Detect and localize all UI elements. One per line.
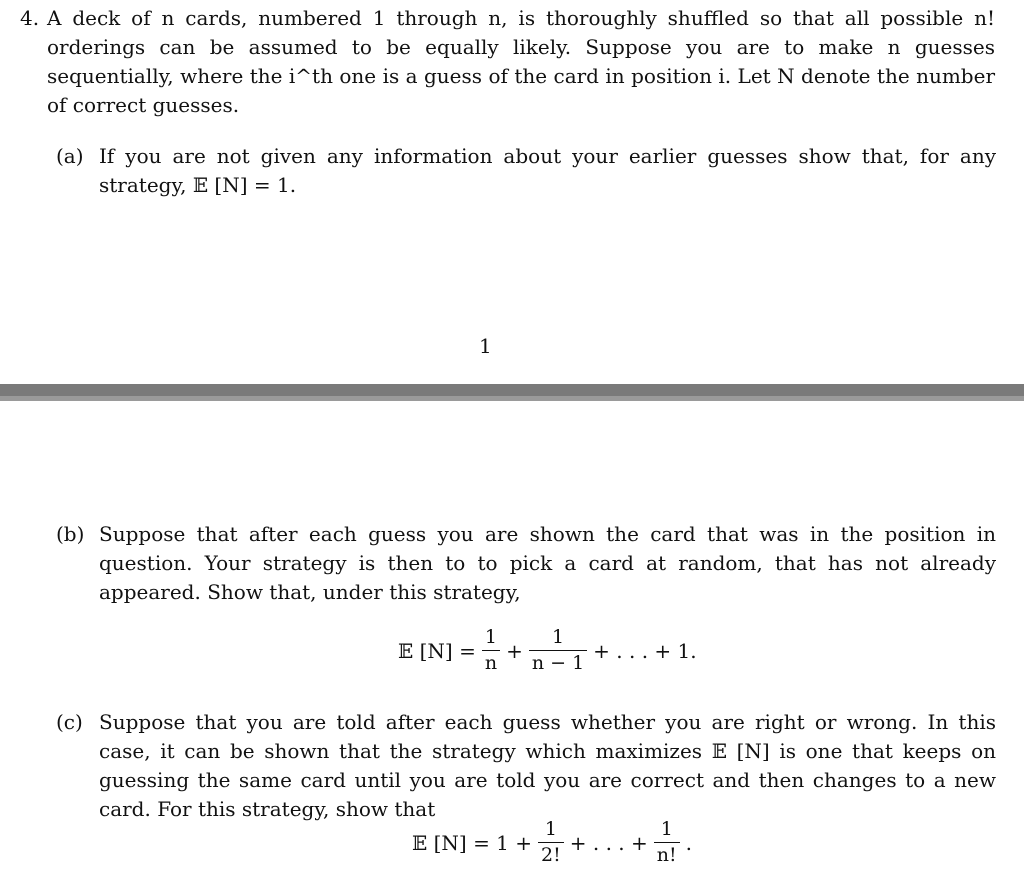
page-separator xyxy=(0,384,1024,401)
problem-text: A deck of n cards, numbered 1 through n, is thoroughly shuffled so that all possible n! orderings can be assumed to be equally likely. Suppose you are to make n guesses sequentially, where the i^th one is a guess of the card in position i. Let N denote the number of correct guesses. xyxy=(47,6,995,117)
equation-b-lhs: 𝔼 [N] = xyxy=(398,638,476,663)
fraction-numerator: 1 xyxy=(544,818,557,840)
equation-b xyxy=(396,628,699,673)
page-number: 1 xyxy=(479,334,492,358)
part-a-text: If you are not given any information about your earlier guesses show that, for any strategy, 𝔼 [N] = 1. xyxy=(99,144,996,197)
equation-b-tail: + . . . + 1. xyxy=(593,638,697,663)
problem-statement xyxy=(20,4,995,120)
equation-c xyxy=(410,820,694,865)
fraction-numerator: 1 xyxy=(551,626,565,648)
fraction-numerator: 1 xyxy=(484,626,497,648)
part-b-text: Suppose that after each guess you are shown the card that was in the position in question. Your strategy is then to to pick a card at random, that has not already appeared. Show that, under this strategy, xyxy=(99,522,996,604)
part-a-label: (a) xyxy=(56,144,84,168)
equation-c-tail: . xyxy=(685,830,693,855)
equation-b-plus: + xyxy=(506,638,523,663)
part-b-label: (b) xyxy=(56,522,85,546)
part-c-text: Suppose that you are told after each guess whether you are right or wrong. In this case, it can be shown that the strategy which maximizes 𝔼 [N] is one that keeps on guessing the same card until you are told you are correct and then changes to a new card. For this strategy, show that xyxy=(99,710,996,821)
equation-b-fraction-1 xyxy=(482,628,500,673)
equation-c-fraction-1 xyxy=(538,820,564,865)
part-b xyxy=(56,520,996,607)
part-c-label: (c) xyxy=(56,710,83,734)
page-1 xyxy=(0,0,1024,384)
fraction-denominator: 2! xyxy=(538,842,564,865)
part-c xyxy=(56,708,996,824)
fraction-numerator: 1 xyxy=(660,818,673,840)
part-a xyxy=(56,142,996,200)
fraction-denominator: n! xyxy=(654,842,680,865)
equation-c-lhs: 𝔼 [N] = 1 + xyxy=(412,830,533,855)
fraction-denominator: n − 1 xyxy=(529,650,587,673)
equation-c-middle: + . . . + xyxy=(569,830,648,855)
fraction-denominator: n xyxy=(482,650,500,673)
equation-c-fraction-2 xyxy=(654,820,680,865)
problem-number: 4. xyxy=(20,6,40,30)
equation-b-fraction-2 xyxy=(529,628,587,673)
